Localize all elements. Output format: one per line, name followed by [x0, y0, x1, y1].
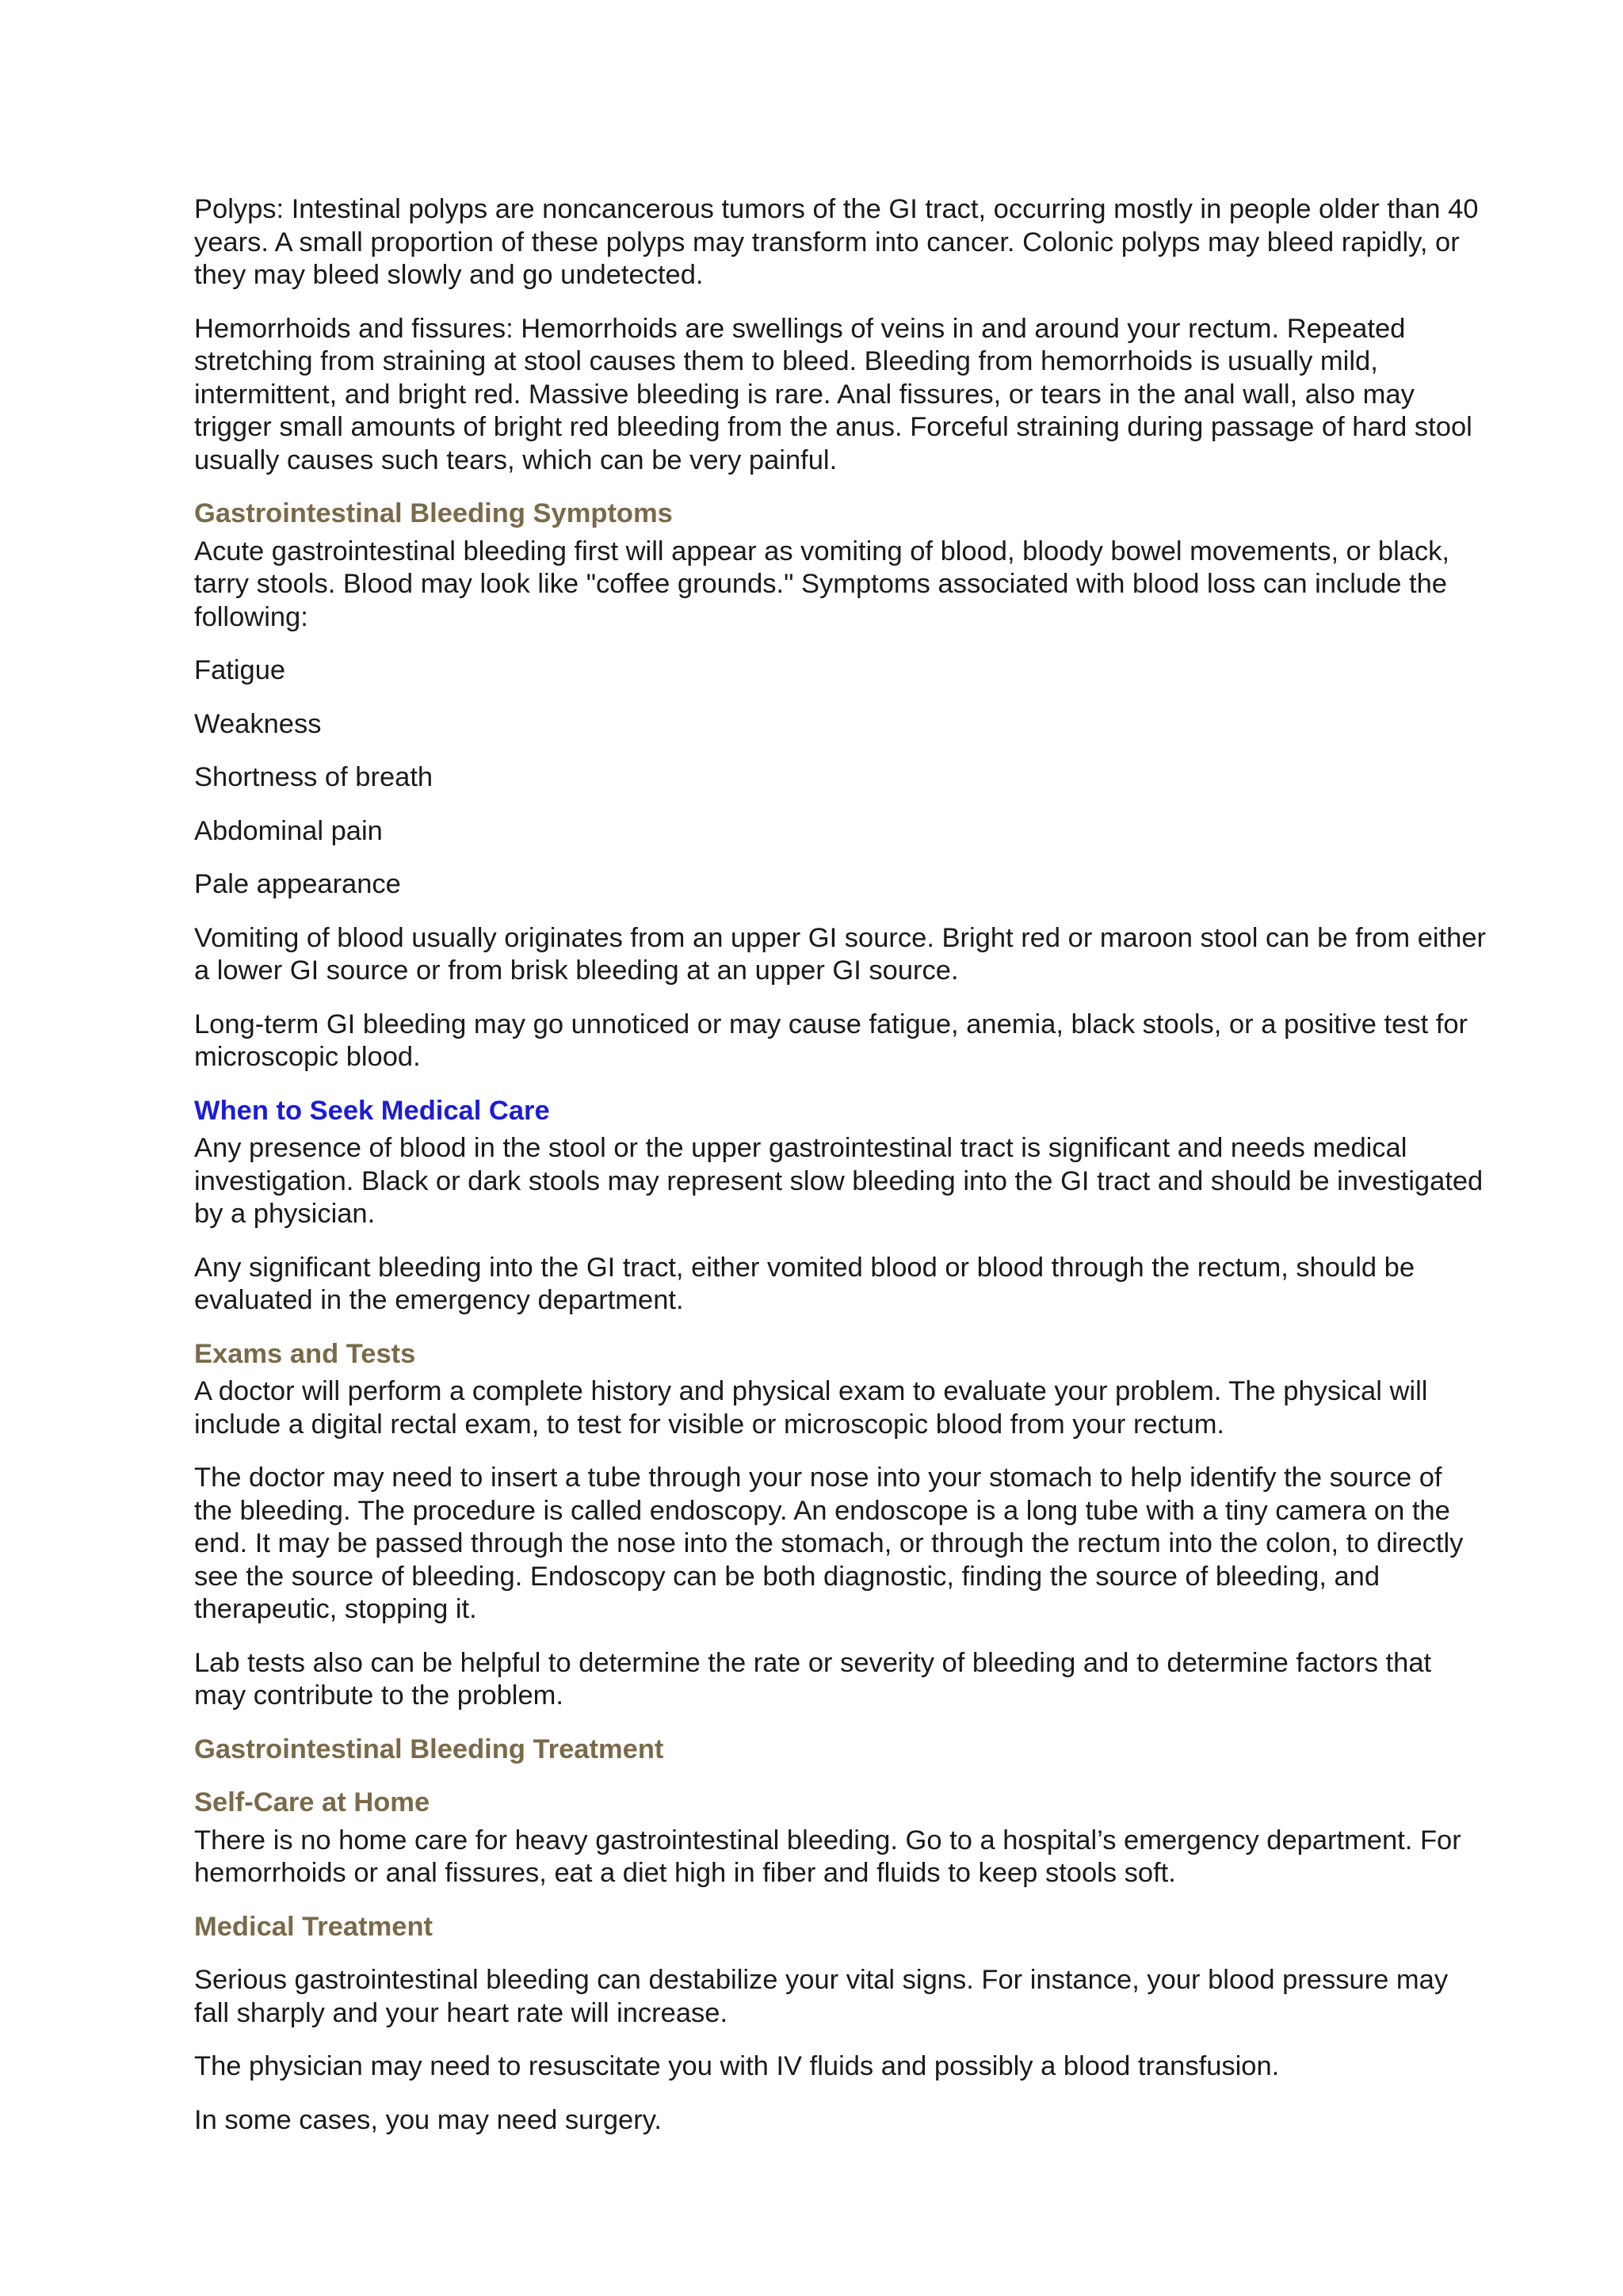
paragraph-blood-presence: Any presence of blood in the stool or the upper gastrointestinal tract is significant and needs medical investigation. Black or dark stools may represent slow bleeding into the GI tract and should be investigated by a physician.	[194, 1133, 1484, 1229]
paragraph-hemorrhoids: Hemorrhoids and fissures: Hemorrhoids are swellings of veins in and around your rectum. Repeated stretching from straining at stool causes them to bleed. Bleeding from hemorrhoids is usually mild, intermittent, and bright red. Massive bleeding is rare. Anal fissures, or tears in the anal wall, also may trigger small amounts of bright red bleeding from the anus. Forceful straining during passage of hard stool usually causes such tears, which can be very painful.	[194, 313, 1472, 475]
paragraph-lab-tests: Lab tests also can be helpful to determine the rate or severity of bleeding and to determine factors that may contribute to the problem.	[194, 1647, 1432, 1711]
heading-self-care: Self-Care at Home	[194, 1787, 430, 1817]
heading-medical-treatment: Medical Treatment	[194, 1911, 433, 1942]
symptom-item-abdominal-pain: Abdominal pain	[194, 815, 383, 846]
heading-symptoms: Gastrointestinal Bleeding Symptoms	[194, 498, 673, 528]
paragraph-vomiting: Vomiting of blood usually originates from an upper GI source. Bright red or maroon stool can be from either a lower GI source or from brisk bleeding at an upper GI source.	[194, 922, 1487, 986]
paragraph-history-exam: A doctor will perform a complete history and physical exam to evaluate your problem. The physical will include a digital rectal exam, to test for visible or microscopic blood from your rectum.	[194, 1376, 1428, 1440]
paragraph-endoscopy: The doctor may need to insert a tube through your nose into your stomach to help identify the source of the bleeding. The procedure is called endoscopy. An endoscope is a long tube with a tiny camera on the end. It may be passed through the nose into the stomach, or through the rectum into the colon, to directly see the source of bleeding. Endoscopy can be both diagnostic, finding the source of bleeding, and therapeutic, stopping it.	[194, 1463, 1464, 1624]
paragraph-resuscitate: The physician may need to resuscitate you with IV fluids and possibly a blood transfusion.	[194, 2051, 1280, 2081]
heading-exams-tests: Exams and Tests	[194, 1338, 416, 1369]
symptom-item-fatigue: Fatigue	[194, 655, 286, 685]
paragraph-significant-bleeding: Any significant bleeding into the GI tract, either vomited blood or blood through the rectum, should be evaluated in the emergency department.	[194, 1252, 1415, 1315]
paragraph-acute-bleeding: Acute gastrointestinal bleeding first will appear as vomiting of blood, bloody bowel movements, or black, tarry stools. Blood may look like "coffee grounds." Symptoms associated with blood loss can include the following:	[194, 536, 1450, 632]
symptom-item-shortness-of-breath: Shortness of breath	[194, 762, 433, 792]
paragraph-long-term: Long-term GI bleeding may go unnoticed or may cause fatigue, anemia, black stools, or a positive test for microscopic blood.	[194, 1009, 1468, 1072]
symptom-item-weakness: Weakness	[194, 708, 322, 739]
paragraph-polyps: Polyps: Intestinal polyps are noncancerous tumors of the GI tract, occurring mostly in people older than 40 years. A small proportion of these polyps may transform into cancer. Colonic polyps may bleed rapidly, or they may bleed slowly and go undetected.	[194, 194, 1479, 290]
paragraph-serious-bleeding: Serious gastrointestinal bleeding can destabilize your vital signs. For instance, your blood pressure may fall sharply and your heart rate will increase.	[194, 1965, 1449, 2028]
paragraph-self-care: There is no home care for heavy gastrointestinal bleeding. Go to a hospital’s emergency department. For hemorrhoids or anal fissures, eat a diet high in fiber and fluids to keep stools soft.	[194, 1825, 1461, 1888]
symptom-item-pale-appearance: Pale appearance	[194, 869, 401, 899]
heading-treatment: Gastrointestinal Bleeding Treatment	[194, 1733, 664, 1764]
document-page	[194, 193, 1486, 2157]
heading-when-to-seek-care-link[interactable]: When to Seek Medical Care	[194, 1095, 550, 1126]
paragraph-surgery: In some cases, you may need surgery.	[194, 2104, 662, 2135]
